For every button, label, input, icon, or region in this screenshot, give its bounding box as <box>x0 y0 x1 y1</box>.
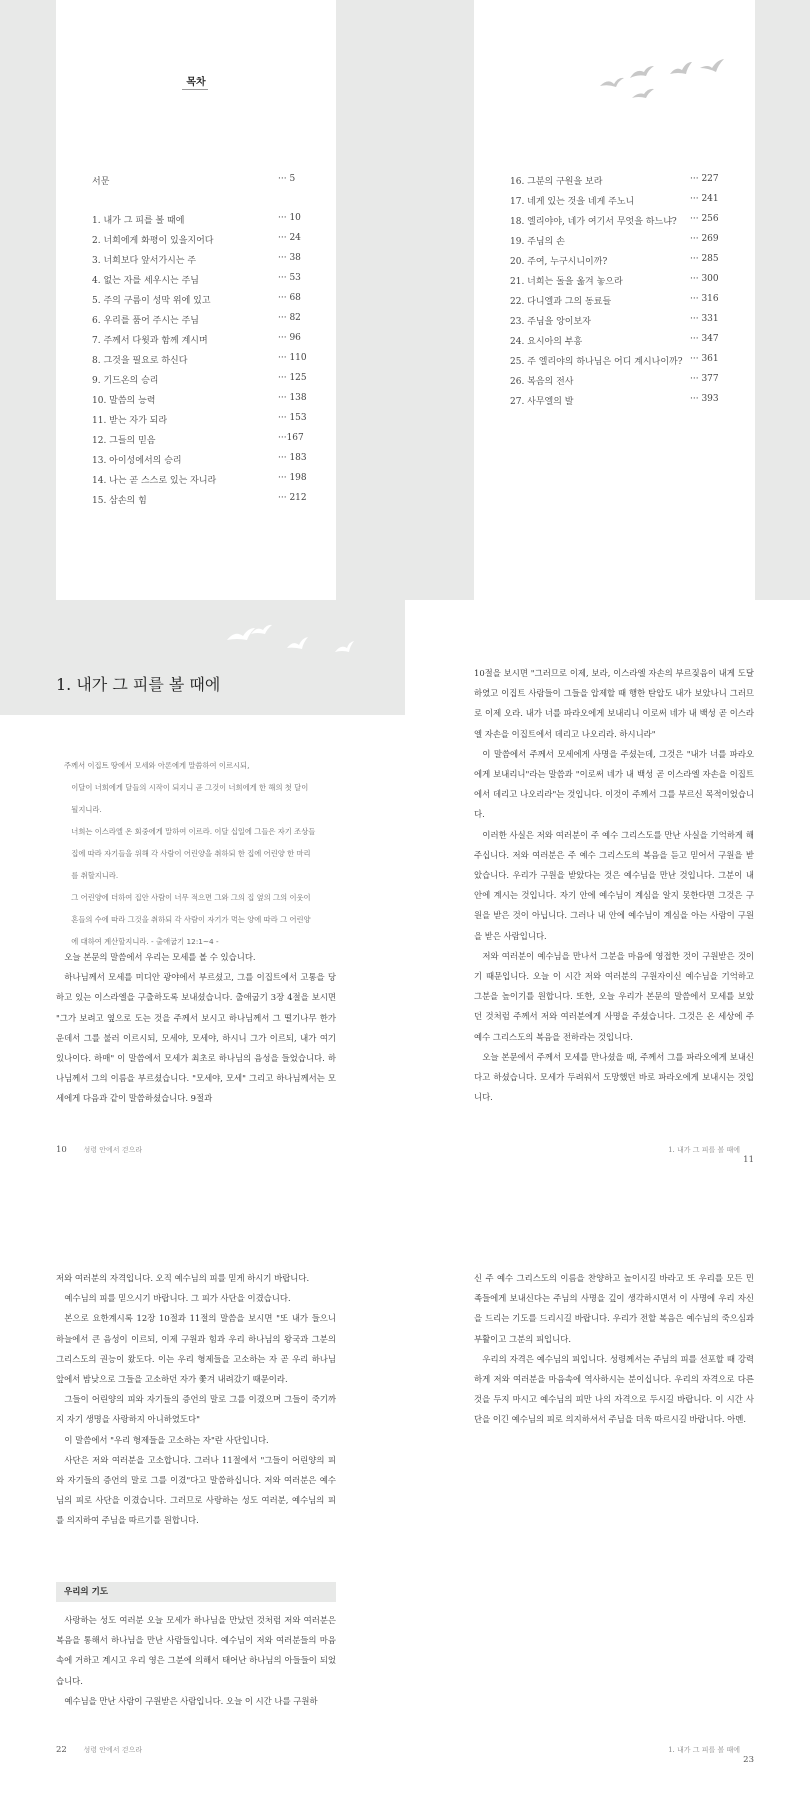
page-margin-right <box>755 0 810 600</box>
paragraph: 이 말씀에서 "우리 형제들을 고소하는 자"란 사단입니다. <box>64 1434 269 1445</box>
paragraph: 우리의 자격은 예수님의 피입니다. 성령께서는 주님의 피를 선포할 때 강력하게 저와 여러분을 마음속에 역사하시는 분이십니다. 우리의 자격으로 다른 것을 두지 마시고 예수님의 피만 나의 자격으로 두시길 바랍니다. 이 시간 사단을 이긴 예수님의 피로 의지하셔서 주님을 더욱 따르시길 바랍니다. 아멘. <box>474 1353 754 1425</box>
paragraph: 그 어린양에 더하여 집안 사람이 너무 적으면 그와 그의 집 옆의 그의 이웃이 <box>71 893 311 903</box>
toc-entry-title: 4. 없는 자를 세우시는 주님 <box>92 276 199 286</box>
prayer-body <box>56 1610 336 1711</box>
folio-10 <box>56 1145 142 1155</box>
toc-entry-title: 10. 말씀의 능력 <box>92 396 156 406</box>
toc-entry-page: ··· 24 <box>278 233 301 243</box>
toc-entry-title: 8. 그것을 필요로 하신다 <box>92 356 188 366</box>
toc-entry-page: ··· 153 <box>278 413 307 423</box>
toc-entry-page: ··· 269 <box>690 234 719 244</box>
toc-entry-title: 2. 너희에게 화평이 있을지어다 <box>92 236 214 246</box>
toc-entry-title: 26. 복음의 전사 <box>510 377 574 387</box>
page-margin-left <box>0 0 56 600</box>
toc-title: 목차 <box>186 77 206 88</box>
toc-entry-title: 21. 너희는 돌을 옮겨 놓으라 <box>510 277 623 287</box>
prayer-heading: 우리의 기도 <box>64 1587 109 1597</box>
toc-entry-page: ··· 285 <box>690 254 719 264</box>
toc-entry-page: ··· 82 <box>278 313 301 323</box>
toc-entry-page: ··· 68 <box>278 293 301 303</box>
folio-11 <box>656 1145 754 1165</box>
paragraph: 너희는 이스라엘 온 회중에게 말하여 이르라. 이달 십일에 그들은 자기 조상들 <box>71 827 316 837</box>
paragraph: 본으로 요한계시록 12장 10절과 11절의 말씀을 보시면 "또 내가 들으니 하늘에서 큰 음성이 이르되, 이제 구원과 힘과 우리 하나님의 왕국과 그분의 그리스도의 권능이 왔도다. 이는 우리 형제들을 고소하는 자 곧 우리 하나님 앞에서 밤낮으로 그들을 고소하던 자가 쫓겨 내려갔기 때문이라. <box>56 1313 336 1385</box>
bird-icon <box>600 78 624 87</box>
toc-entry-page: ··· 96 <box>278 333 301 343</box>
paragraph: 될지니라. <box>71 805 102 815</box>
toc-entry-page: ··· 347 <box>690 334 719 344</box>
paragraph: 에 대하여 계산할지니라. - 출애굽기 12:1~4 - <box>71 937 219 947</box>
bird-icon <box>287 637 308 649</box>
toc-entry-title: 7. 주께서 다윗과 함께 계시며 <box>92 336 208 346</box>
paragraph: 이 말씀에서 주께서 모세에게 사명을 주셨는데, 그것은 "내가 너를 파라오에게 보내리니"라는 말씀과 "이로써 네가 내 백성 곧 이스라엘 자손을 이집트에서 데리고 나오리라"는 것입니다. 이것이 주께서 그를 부르신 목적이었습니다. <box>474 748 754 820</box>
toc-entry-page: ··· 38 <box>278 253 301 263</box>
epigraph <box>64 752 338 957</box>
toc-entry-title: 24. 요시아의 부흥 <box>510 337 583 347</box>
toc-entry-title: 18. 엘리야야, 네가 여기서 무엇을 하느냐? <box>510 217 677 227</box>
toc-entry-page: ··· 198 <box>278 473 307 483</box>
toc-title-underline <box>182 89 208 90</box>
toc-entry-page: ··· 125 <box>278 373 307 383</box>
toc-entry-page: ··· 110 <box>278 353 307 363</box>
toc-entry-title: 5. 주의 구름이 성막 위에 있고 <box>92 296 211 306</box>
toc-entry-title: 12. 그들의 믿음 <box>92 436 156 446</box>
paragraph: 혼들의 수에 따라 그것을 취하되 각 사람이 자기가 먹는 양에 따라 그 어린양 <box>71 915 311 925</box>
page-23-body <box>474 1268 754 1430</box>
running-head: 성령 안에서 걷으라 <box>83 1146 143 1154</box>
running-head: 1. 내가 그 피를 볼 때에 <box>668 1746 740 1754</box>
paragraph: 오늘 본문의 말씀에서 우리는 모세를 볼 수 있습니다. <box>64 952 256 962</box>
toc-entry-page: ··· 361 <box>690 354 719 364</box>
bird-icon <box>630 66 654 78</box>
toc-entry-title: 23. 주님을 앙이보자 <box>510 317 591 327</box>
toc-entry-title: 25. 주 엘리야의 하나님은 어디 계시나이까? <box>510 357 683 367</box>
page-number: 10 <box>56 1145 67 1155</box>
page-11-body <box>474 663 754 1107</box>
bird-flock-chapter <box>225 620 355 658</box>
paragraph: 사랑하는 성도 여러분 오늘 모세가 하나님을 만났던 것처럼 저와 여러분은 복음을 통해서 하나님을 만난 사람들입니다. 예수님이 저와 여러분들의 마음속에 거하고 계시고 우리 영은 그분에 의해서 태어난 하나님의 아들들이 되었습니다. <box>56 1615 336 1686</box>
paragraph: 사단은 저와 여러분을 고소합니다. 그러나 11절에서 "그들이 어린양의 피와 자기들의 증언의 말로 그를 이겼"다고 말씀하십니다. 저와 여러분은 예수님의 피로 사단을 이겼습니다. 그러므로 사랑하는 성도 여러분, 예수님의 피를 의지하여 주님을 따르기를 원합니다. <box>56 1454 336 1526</box>
bird-flock <box>600 58 730 113</box>
paragraph: 저와 여러분이 예수님을 만나서 그분을 마음에 영접한 것이 구원받은 것이기 때문입니다. 오늘 이 시간 저와 여러분의 구원자이신 예수님을 기억하고 그분을 높이기를 원합니다. 또한, 오늘 우리가 본문의 말씀에서 모세를 보았던 것처럼 주께서 저와 여러분에게 사명을 주셨습니다. 그것은 온 세상에 주 예수 그리스도의 복음을 전하라는 것입니다. <box>474 950 754 1042</box>
page-number: 22 <box>56 1745 67 1755</box>
bird-icon <box>700 59 724 72</box>
bird-icon <box>632 89 654 98</box>
toc-entry-page: ··· 10 <box>278 213 301 223</box>
paragraph: 이러한 사실은 저와 여러분이 주 예수 그리스도를 만난 사실을 기억하게 해 주십니다. 저와 여러분은 주 예수 그리스도의 복음을 듣고 믿어서 구원을 받았습니다. 우리가 구원을 받았다는 것은 예수님을 만난 것입니다. 그분이 내 안에 계시는 것입니다. 자기 안에 예수님이 계심을 알지 못한다면 그것은 구원을 받은 것이 아닙니다. 그러나 내 안에 예수님이 계심을 아는 사람이 구원을 받은 사람입니다. <box>474 829 754 941</box>
toc-entry-title: 27. 사무엘의 발 <box>510 397 574 407</box>
running-head: 성령 안에서 걷으라 <box>83 1746 143 1754</box>
toc-entry-title: 9. 기드온의 승리 <box>92 376 159 386</box>
toc-entry-title: 서문 <box>92 177 110 187</box>
toc-entry-title: 20. 주여, 누구시니이까? <box>510 257 608 267</box>
page-22-body <box>56 1268 336 1531</box>
folio-22 <box>56 1745 142 1755</box>
bird-icon <box>227 628 255 640</box>
toc-entry-title: 14. 나는 곧 스스로 있는 자니라 <box>92 476 217 486</box>
paragraph: 집에 따라 자기들을 위해 각 사람이 어린양을 취하되 한 집에 어린양 한 마리 <box>71 849 311 859</box>
toc-entry-page: ··· 331 <box>690 314 719 324</box>
toc-entry-page: ··· 316 <box>690 294 719 304</box>
toc-entry-title: 19. 주님의 손 <box>510 237 565 247</box>
paragraph: 예수님의 피를 믿으시기 바랍니다. 그 피가 사단을 이겼습니다. <box>64 1293 291 1304</box>
toc-entry-title: 15. 삼손의 힘 <box>92 496 147 506</box>
paragraph: 오늘 본문에서 주께서 모세를 만나셨을 때, 주께서 그를 파라오에게 보내신다고 하셨습니다. 모세가 두려워서 도망했던 바로 파라오에게 보내시는 것입니다. <box>474 1051 754 1103</box>
toc-entry-page: ··· 256 <box>690 214 719 224</box>
paragraph: 예수님을 만난 사람이 구원받은 사람입니다. 오늘 이 시간 나를 구원하 <box>64 1695 318 1706</box>
toc-entry-title: 3. 너희보다 앞서가시는 주 <box>92 256 197 266</box>
toc-entry-page: ··· 212 <box>278 493 307 503</box>
folio-23 <box>656 1745 754 1765</box>
paragraph: 저와 여러분의 자격입니다. 오직 예수님의 피를 믿게 하시기 바랍니다. <box>56 1273 310 1283</box>
paragraph: 하나님께서 모세를 미디안 광야에서 부르셨고, 그를 이집트에서 고통을 당하고 있는 이스라엘을 구출하도록 보내셨습니다. 출애굽기 3장 4절을 보시면 "그가 보려고 옆으로 도는 것을 주께서 보시고 하나님께서 그 떨기나무 한가운데서 그를 불러 이르시되, 모세야, 모세야, 하시니 그가 이르되, 내가 여기 있나이다. 하매" 이 말씀에서 모세가 최초로 하나님의 음성을 들었습니다. 하나님께서 그의 이름을 부르셨습니다. "모세야, 모세" 그리고 하나님께서는 모세에게 다음과 같이 말씀하셨습니다. 9절과 <box>56 972 336 1104</box>
toc-entry-page: ··· 227 <box>690 174 719 184</box>
toc-entry-title: 16. 그분의 구원을 보라 <box>510 177 603 187</box>
toc-entry-title: 22. 다니엘과 그의 동료들 <box>510 297 612 307</box>
toc-entry-page: ··· 377 <box>690 374 719 384</box>
paragraph: 그들이 어린양의 피와 자기들의 증언의 말로 그를 이겼으며 그들이 죽기까지 자기 생명을 사랑하지 아니하였도다" <box>56 1394 336 1425</box>
chapter-title: 1. 내가 그 피를 볼 때에 <box>56 675 221 694</box>
toc-entry-page: ···167 <box>278 433 304 443</box>
page-gutter <box>336 0 474 600</box>
page-10-body <box>56 947 336 1109</box>
page-number: 11 <box>743 1155 754 1165</box>
toc-entry-page: ··· 241 <box>690 194 719 204</box>
toc-entry-page: ··· 53 <box>278 273 301 283</box>
paragraph: 주께서 이집트 땅에서 모세와 아론에게 말씀하여 이르시되, <box>64 761 250 771</box>
paragraph: 이달이 너희에게 달들의 시작이 되지니 곧 그것이 너희에게 한 해의 첫 달이 <box>71 783 309 793</box>
toc-entry-page: ··· 300 <box>690 274 719 284</box>
toc-entry-title: 17. 네게 있는 것을 네게 주노니 <box>510 197 635 207</box>
page-number: 23 <box>743 1755 754 1765</box>
bird-icon <box>251 625 272 634</box>
bird-icon <box>670 62 692 74</box>
toc-entry-page: ··· 183 <box>278 453 307 463</box>
toc-entry-title: 13. 아이성에서의 승리 <box>92 456 182 466</box>
running-head: 1. 내가 그 피를 볼 때에 <box>668 1146 740 1154</box>
toc-entry-title: 11. 받는 자가 되라 <box>92 416 168 426</box>
toc-entry-page: ··· 393 <box>690 394 719 404</box>
paragraph: 10절을 보시면 "그러므로 이제, 보라, 이스라엘 자손의 부르짖음이 내게 도달하였고 이집트 사람들이 그들을 압제할 때 행한 탄압도 내가 보았나니 그러므로 이제 오라. 내가 너를 파라오에게 보내리니 이로써 네가 내 백성 곧 이스라엘 자손을 이집트에서 데리고 나오리라. 하시니라" <box>474 668 754 739</box>
paragraph: 신 주 예수 그리스도의 이름을 찬양하고 높이시길 바라고 또 우리를 모든 민족들에게 보내신다는 주님의 사명을 깊이 생각하시면서 이 사명에 우리 자신을 드리는 기도를 드리시길 바랍니다. 우리가 전할 복음은 예수님의 죽으심과 부활이고 그분의 피입니다. <box>474 1273 754 1344</box>
toc-entry-title: 6. 우리를 품어 주시는 주님 <box>92 316 199 326</box>
toc-entry-page: ··· 138 <box>278 393 307 403</box>
paragraph: 를 취할지니라. <box>71 871 119 881</box>
toc-entry-page: ··· 5 <box>278 174 296 184</box>
toc-entry-title: 1. 내가 그 피를 볼 때에 <box>92 216 185 226</box>
bird-icon <box>335 641 354 652</box>
